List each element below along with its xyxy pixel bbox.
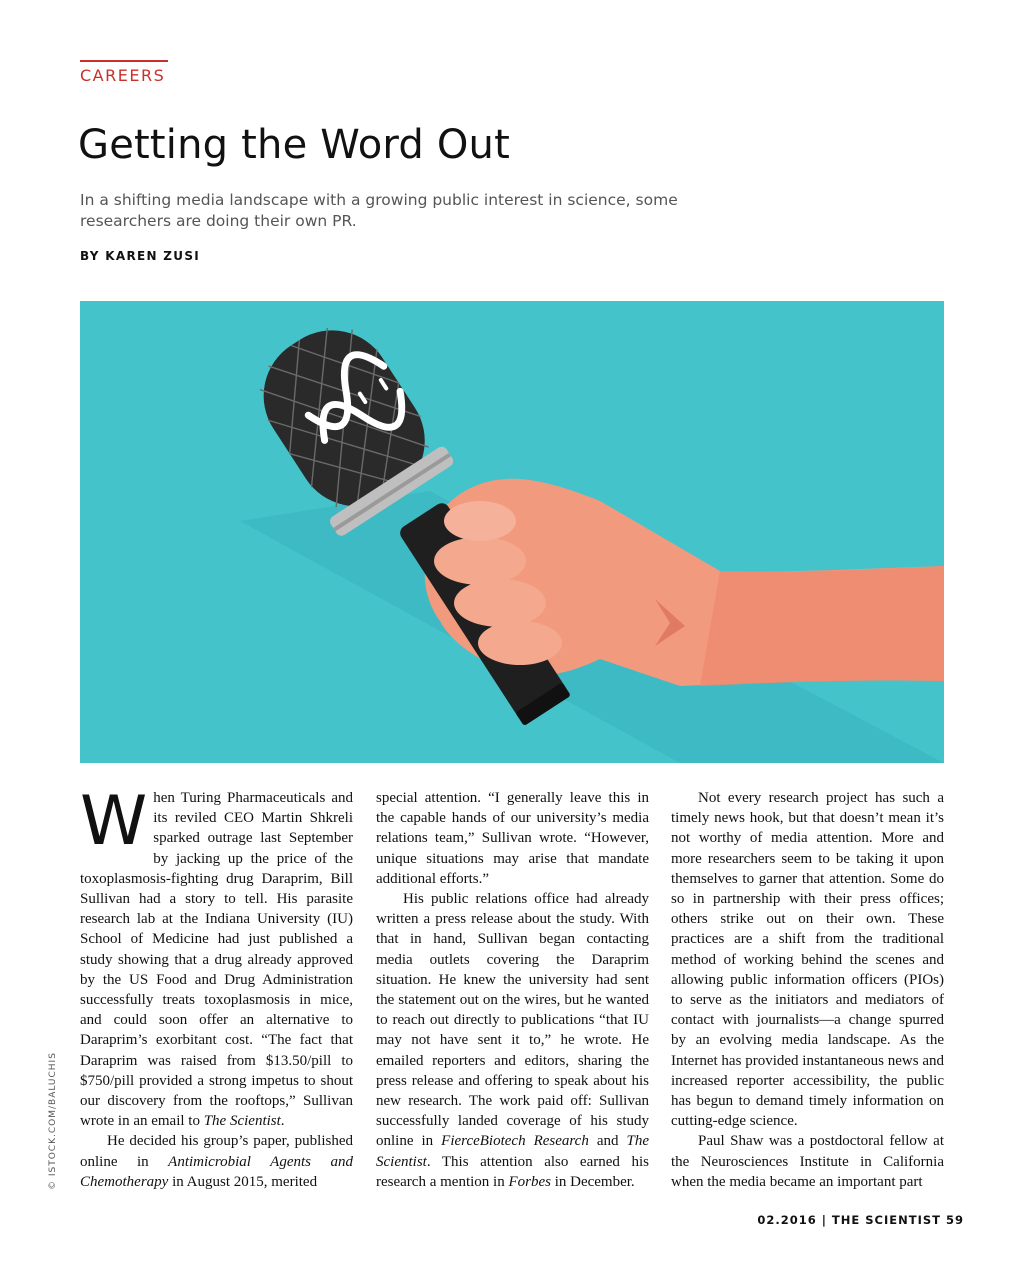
finger-1 <box>434 537 526 585</box>
section-label: CAREERS <box>80 66 166 85</box>
publication-name: The Scientist <box>203 1113 281 1130</box>
article-column-3 <box>671 788 944 1192</box>
paragraph <box>376 889 649 1192</box>
article-column-1 <box>80 782 353 1192</box>
paragraph-text: in August 2015, merited <box>168 1173 318 1190</box>
paragraph: Paul Shaw was a postdoctoral fellow at the Neurosciences Institute in California when the media became an important part <box>671 1133 944 1190</box>
paragraph-text: hen Turing Pharmaceuticals and its reviled CEO Martin Shkreli sparked outrage last September by jacking up the price of the toxoplasmosis-fighting drug Daraprim, Bill Sullivan had a story to tell. His parasite research lab at the Indiana University (IU) School of Medicine had just published a study showing that a drug already approved by the US Food and Drug Administration successfully treats toxoplasmosis in mice, and could soon offer an alternative to Daraprim’s exorbitant cost. “The fact that Daraprim was raised from $13.50/pill to $750/pill provided a strong impetus to shout our discovery from the rooftops,” Sullivan wrote in an email to <box>80 790 353 1130</box>
image-credit: © ISTOCK.COM/BALUCHIS <box>48 1052 58 1190</box>
publication-name: FierceBiotech Research <box>441 1133 589 1150</box>
paragraph <box>80 782 353 1131</box>
paragraph-text: His public relations office had already written a press release about the study. With that in hand, Sullivan began contacting media outlets covering the Daraprim situation. He knew the university had sent the statement out on the wires, but he wanted to reach out directly to publications “that IU may not have sent it to,” he wrote. He emailed reporters and editors, sharing the press release and offering to speak about his new research. The work paid off: Sullivan successfully landed coverage of his study online in <box>376 891 649 1150</box>
paragraph <box>80 1131 353 1192</box>
finger-3 <box>478 621 562 665</box>
thumb <box>444 501 516 541</box>
section-rule <box>80 60 168 62</box>
hero-illustration <box>80 301 944 763</box>
drop-cap: W <box>80 782 148 861</box>
paragraph: Not every research project has such a timely news hook, but that doesn’t mean it’s not worthy of media attention. More and more researchers seem to be taking it upon themselves to garner that attention. Some do so in partnership with their press offices; others strike out on their own. These practices are a shift from the traditional method of working behind the scenes and allowing public information officers (PIOs) to serve as the initiators and mediators of contact with journalists—a change spurred by an evolving media landscape. As the Internet has provided instantaneous news and increased reporter accessibility, the public has begun to demand timely information on cutting-edge science. <box>671 790 944 1130</box>
publication-name: The Scientist <box>376 1133 649 1170</box>
forearm-shade <box>700 566 944 686</box>
paragraph-text: . <box>280 1113 285 1130</box>
journal-name: Antimicrobial Agents and Chemotherapy <box>80 1153 353 1190</box>
publication-name: Forbes <box>508 1173 551 1190</box>
paragraph-text: and <box>588 1133 627 1150</box>
paragraph: special attention. “I generally leave this in the capable hands of our university’s media relations team,” Sullivan wrote. “However, unique situations may arise that mandate additional efforts.” <box>376 790 649 887</box>
article-title: Getting the Word Out <box>78 122 510 168</box>
paragraph-text: He decided his group’s paper, published online in <box>80 1133 353 1170</box>
page-folio: 02.2016 | THE SCIENTIST 59 <box>757 1213 964 1227</box>
finger-2 <box>454 579 546 627</box>
paragraph-text: . This attention also earned his research a mention in <box>376 1153 649 1190</box>
article-column-2 <box>376 788 649 1192</box>
article-deck: In a shifting media landscape with a growing public interest in science, some researchers are doing their own PR. <box>80 191 678 230</box>
paragraph-text: in December. <box>550 1173 635 1190</box>
byline: BY KAREN ZUSI <box>80 249 201 263</box>
